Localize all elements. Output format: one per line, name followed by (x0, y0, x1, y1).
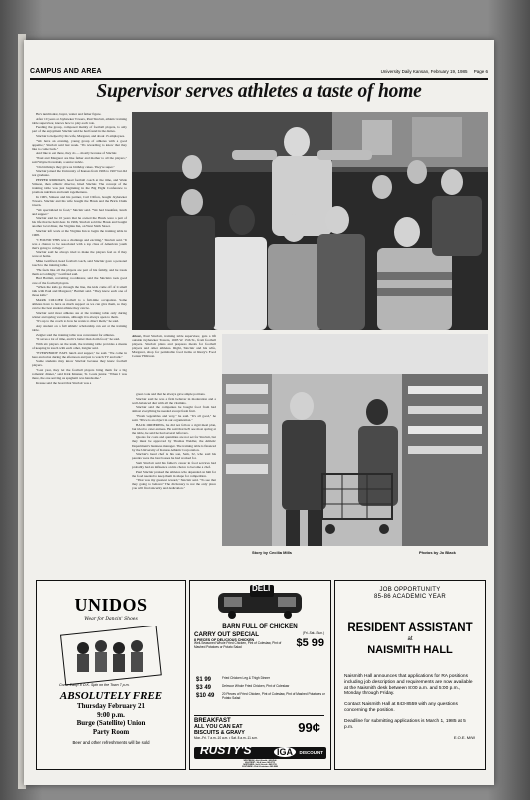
breakfast-title: BREAKFAST (194, 718, 231, 724)
store-location: HILLCREST • 9th & Iowa • 843-3713 (245, 762, 275, 765)
article-paragraph: "We specialized in food," Sinclair said. "We had breakfast, lunch and supper." (32, 207, 127, 216)
article-paragraph: In 1965, Stinson and his partner, Carl Clifton, bought Jayhawker Towers. Sinclair and his wife bought the Hawk and the Brick Chalk tavern. (32, 194, 127, 207)
article-paragraph: BACK ORDERING, he did not follow a rigid meal plan, but tried to cater entrees. He said that he'll see most spring at the table, he said he had several leftovers. (132, 422, 216, 435)
article-paragraph: After 10 years at Jayhawker Towers, Paul Sinclair, athletic training table supervisor, knows how to play each role. (32, 116, 127, 125)
breakfast-box (194, 715, 324, 741)
unidos-place: Burge (Satellite) Union (76, 719, 146, 727)
shopping-photo (222, 334, 488, 546)
biscuit-price: 99¢ (298, 720, 320, 735)
article-paragraph: Feeding the group, composed mainly of football players, is only part of the enjoyment Sinclair said he had found in the duties. (32, 125, 127, 134)
unidos-ad (36, 580, 186, 770)
photo-cutline (132, 334, 216, 390)
article-paragraph: Zeigler said the training table was convenient for athletes. (36, 332, 115, 337)
photo-credit: Photos by Jo Black (419, 550, 456, 555)
deli-banner (210, 583, 310, 619)
article-paragraph: Sinclair said the companies he bought food from had almost everything he needed except fresh fruit. (132, 405, 216, 414)
days-label: (Fri.-Sat.-Sun.) (302, 631, 324, 635)
article-paragraph: "When the kids go through the line, the kids come off of it small talk with Paul and Margaret," Bartlett said. "They know each one of those kids." (32, 285, 127, 298)
article-paragraph: Sinclair said he 10 years that he owned the Hawk were a part of his life that he held dear. In 1966, Sinclair sold the Hawk and bought another local diner, the Virginia Inn, on West Sixth Street. (32, 216, 127, 229)
job-at: at (407, 636, 413, 642)
pieces-line: 8 PIECES OF DELICIOUS CHICKEN (194, 638, 255, 642)
carry-out-title: CARRY OUT SPECIAL (194, 631, 259, 638)
article-paragraph: Sinclair said he was a firm believer in moderation and a well-balanced diet with all the vitamins. (132, 396, 216, 405)
rusty-item-label: Delmoor Whole Fried Chicken, Pint of Coleslaw (222, 684, 290, 688)
unidos-note: Beer and other refreshments will be sold (72, 740, 150, 745)
rustys-logo-bar (194, 743, 326, 759)
unidos-time: 9:00 p.m. (97, 710, 125, 719)
article-paragraph: "We have an evening, young group of athletes with a good appetite," Sinclair said last week. "It's rewarding to know that they like to come back." (32, 138, 127, 151)
rusty-item (196, 677, 326, 683)
unidos-tagline: Wear for Dancin' Shoes (84, 617, 138, 622)
barn-title: BARN FULL OF CHICKEN (222, 623, 298, 630)
rusty-item (196, 693, 326, 701)
job-year: 85-86 ACADEMIC YEAR (374, 594, 446, 600)
rusty-item-price: $10 49 (196, 693, 215, 699)
job-paragraph-3: Deadline for submitting applications is March 1, 1985 at 5 p.m. (344, 718, 466, 730)
article-paragraph: "Last year, they let the football players bring them for a big romantic dinner," said Kirk Kinsner, St. Louis junior. "When I was there, the one serving us spaghetti was handsome." (32, 367, 127, 381)
article-paragraph: Quotas for costs and quantities are not set for Sinclair, but they must be approved by Thomas Weidler, the Athletic Department's business manager. The training table is financed by the University of Kansas Athletic Corporation. (132, 435, 216, 452)
article-paragraph: "Paul and Margaret are like father and mother to all the players," said Wayne Kowalski, a senior tackle. (32, 156, 127, 165)
job-eoe: E.O.E. M/W (453, 735, 475, 741)
article-paragraph: And like to eat there, they do — mostly because of Sinclair. (36, 151, 118, 156)
store-location: WESTRIDGE • 6th & Kasold • 843-8144 (243, 760, 277, 762)
section-label: CAMPUS AND AREA (30, 68, 102, 75)
store-list (194, 760, 326, 768)
article-paragraph: Sam Sinclair said his father's career in food services had probably had an influence on his choice to become a chef. (132, 460, 216, 469)
article-paragraph: "Fresh vegetables and very," he said. "It's all good," he said. "Price is an object in our organization." (132, 414, 216, 423)
all-you-can-eat: ALL YOU CAN EAT (194, 724, 243, 730)
article-paragraph: With six players on the team, the training table provides a means of keeping in touch with each other, Zeigler said. (32, 341, 127, 350)
job-hall: NAISMITH HALL (367, 644, 453, 656)
rusty-item-label: Fried Chicken Leg & Thigh Dinner (222, 676, 270, 680)
main-price: $5 99 (296, 637, 324, 649)
article-paragraph: "It's up to the coach to how he wants to direct them," he said. (36, 319, 119, 324)
article-paragraph: Bud Bartlett, recruiting coordinator, said the Sinclairs took good care of the football players. (32, 276, 127, 285)
article-paragraph: Krause said the board that Sinclair was a (36, 380, 92, 385)
rustys-logo: RUSTY'S (200, 743, 252, 757)
article-paragraph: He's nutritionist, buyer, waiter and father figure. (36, 112, 102, 116)
main-photo-image (132, 112, 488, 330)
rusty-item (196, 685, 326, 691)
job-title: JOB OPPORTUNITY (379, 587, 441, 593)
job-paragraph-1: Naismith Hall announces that applications for RA positions including job description and requirements are now available at the Naismith desk between 8:00 a.m. and 5:00 p.m., Monday through Friday. (344, 674, 473, 697)
article-paragraph: Mike Gottfried, head football coach, said Sinclair gave a personal touch to the training table. (32, 259, 127, 268)
page-header (30, 68, 488, 80)
rustys-ad (189, 580, 331, 770)
rusty-item-price: $3 49 (196, 685, 212, 691)
store-location: NORTHSIDE • 2nd & Lincoln • 843-5733 (243, 764, 277, 767)
job-body (344, 674, 476, 730)
article-column-1 (32, 112, 127, 572)
rusty-item-label: 20 Pieces of Fried Chicken, Pint of Coleslaw, Pint of Mashed Potatoes or Potato Salad (222, 692, 325, 700)
biscuits-gravy: BISCUITS & GRAVY (194, 730, 245, 736)
newspaper-page (24, 40, 494, 785)
article-paragraph: "I FOUND THIS was a challenge and exciting," Sinclair said. "It was a chance to be associated with a top class of American youth that's going to college." (32, 237, 127, 250)
dancers-illustration (55, 626, 167, 688)
cutline-lead: Above, (132, 334, 142, 338)
unidos-flyer-line: Come Early! 8 O.K. Spin on the Town 7 p.m. (59, 683, 130, 688)
unidos-room: Party Room (92, 727, 130, 736)
breakfast-hours: Mon.-Fri. 7 a.m.-10 a.m. • Sat. 8 a.m.-11 a.m. (194, 736, 258, 740)
unidos-date: Thursday February 21 (76, 702, 146, 710)
article-paragraph: great cook and that he always gave ample portions. (136, 392, 206, 396)
article-paragraph: Any student on a full athletic scholarship can eat at the training table. (32, 323, 127, 332)
article-paragraph: Some students may know Sinclair because they knew football players. (32, 359, 127, 368)
iga-badge: IGA (274, 747, 296, 757)
header-dateline (381, 69, 488, 74)
article-paragraph: "It saves a lot of time, and it's better than dorm food," he said. (36, 337, 120, 342)
paper-dateline: University Daily Kansan, February 19, 1985 (380, 69, 468, 74)
article-paragraph: PEPPER RIORDAN, head football coach at the time, and Wade Stinson, then athletic director, hired Sinclair. The concept of the training table was just beginning in the Big Eight Conference to promote nutrition and team togetherness. (32, 178, 127, 195)
pieces-sub: Well-Seasoned Whole Fried Chicken, Pint of Coleslaw, Pint of Mashed Potatoes or Potato Salad (194, 641, 282, 649)
page-number: Page 6 (473, 69, 488, 74)
shopping-photo-image (222, 334, 488, 546)
rusty-item-list (196, 677, 326, 703)
job-role: RESIDENT ASSISTANT (347, 622, 473, 634)
main-photo (132, 112, 488, 330)
headline: Supervisor serves athletes a taste of home (96, 81, 422, 102)
article-paragraph: "He feels like all the players are part of his family, and he treats them accordingly," Gottfried said. (32, 267, 127, 276)
article-paragraph: Paul Sinclair praised the athletes who depended on him for the food needed to keep them in shape for competition. (132, 469, 216, 478)
article-column-2 (132, 392, 216, 572)
article-paragraph: Sinclair's head chef is his son, Sam, 32, who said his parents were the best bosses he had worked for. (132, 452, 216, 461)
store-location: SOUTHSIDE • 23rd & Louisiana • 843-8980 (242, 766, 278, 769)
deli-label: DELI (252, 584, 271, 593)
job-paragraph-2: Contact Naismith Hall at 843-8559 with any questions concerning the position. (344, 702, 458, 713)
article-paragraph: MARK COLLIER football is a full-time occupation. Some athletes have to have as much support as we can give them, so they can be the best student athlete they can be. (32, 297, 127, 310)
article-paragraph: Sinclair said most athletes ate at the training table only during winter and spring vacations, although it is always open to them. (32, 310, 127, 319)
cutline-text: Paul Sinclair, training table supervisor, gets a lift outside Jayhawker Towers, 1603 W. 15th St., from football players. Sinclair plans and prepares meals for football players and other athletes. Right, Sinclair and his wife, Margaret, shop for perishable food items at Rusty's Food Center Hillcrest. (132, 334, 216, 359)
unidos-flyer-art (55, 626, 167, 688)
unidos-free: ABSOLUTELY FREE (59, 690, 163, 702)
article-paragraph: Sinclair said he always tried to make the players feel as if they were at home. (32, 250, 127, 259)
story-credit: Story by Cecilia Mills (252, 550, 293, 555)
article-paragraph: "That was my greatest reward," Sinclair said. "To see that they going to behave? The dictionary is not the only place you will find sincerity and dedication." (132, 478, 216, 491)
article-paragraph: Sinclair is helped by his wife, Margaret, and about 15 employees. (36, 134, 125, 139)
article-paragraph: Sinclair left work at the Virginia Inn to begin the training table in 1968. (32, 228, 127, 238)
article-paragraph: "EVERYBODY EATS lunch and supper," he said. "We come in here and relax during the afternoon and just to watch TV and talk." (32, 350, 127, 359)
discount-label: DISCOUNT (299, 750, 323, 755)
unidos-title: UNIDOS (74, 595, 148, 615)
rusty-item-price: $1 99 (196, 677, 212, 683)
job-ad (334, 580, 486, 770)
barn-special (194, 623, 326, 650)
article-paragraph: "On birthdays they give us birthday cakes. They're super." (36, 164, 115, 169)
article-paragraph: Sinclair joined the University of Kansas from 1966 to 1967 but did not graduate. (32, 169, 127, 178)
